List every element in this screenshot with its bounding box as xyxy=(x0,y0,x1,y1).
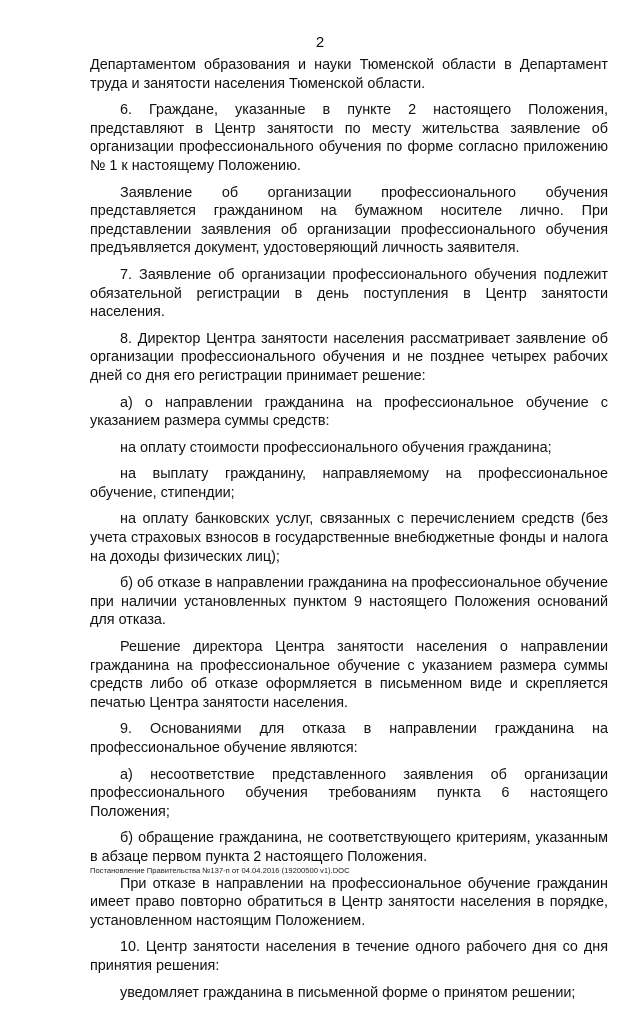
paragraph-item-8: 8. Директор Центра занятости населения рассматривает заявление об организации профессионального обучения и не позднее четырех рабочих дней со дня его регистрации принимает решение: xyxy=(90,330,608,384)
paragraph-application-submission: Заявление об организации профессионального обучения представляется гражданином на бумажном носителе лично. При представлении заявления об организации профессионального обучения предъявляется документ, удостоверяющий личность заявителя. xyxy=(90,184,608,257)
paragraph-item-9b: б) обращение гражданина, не соответствующего критериям, указанным в абзаце первом пункта 2 настоящего Положения. xyxy=(90,830,608,865)
document-footer: Постановление Правительства №137-п от 04.04.2016 (19200500 v1).DOC xyxy=(90,866,350,875)
paragraph-item-8b: б) об отказе в направлении гражданина на профессиональное обучение при наличии установленных пунктом 9 настоящего Положения оснований для отказа. xyxy=(90,575,608,629)
paragraph-item-9: 9. Основаниями для отказа в направлении гражданина на профессиональное обучение являются: xyxy=(90,721,608,756)
paragraph-bank-services: на оплату банковских услуг, связанных с перечислением средств (без учета страховых взносов в государственные внебюджетные фонды и налога на доходы физических лиц); xyxy=(90,511,608,565)
paragraph-continuation: Департаментом образования и науки Тюменской области в Департамент труда и занятости населения Тюменской области. xyxy=(90,57,608,92)
paragraph-item-9a: а) несоответствие представленного заявления об организации профессионального обучения требованиям пункта 6 настоящего Положения; xyxy=(90,766,608,820)
paragraph-stipend-payment: на выплату гражданину, направляемому на профессиональное обучение, стипендии; xyxy=(90,466,608,501)
paragraph-reapplication: При отказе в направлении на профессиональное обучение гражданин имеет право повторно обратиться в Центр занятости населения в порядке, установленном настоящим Положением. xyxy=(90,875,608,929)
paragraph-item-6: 6. Граждане, указанные в пункте 2 настоящего Положения, представляют в Центр занятости по месту жительства заявление об организации профессионального обучения по форме согласно приложению № 1 к настоящему Положению. xyxy=(90,102,608,174)
paragraph-tuition-payment: на оплату стоимости профессионального обучения гражданина; xyxy=(120,439,552,456)
paragraph-item-10: 10. Центр занятости населения в течение одного рабочего дня со дня принятия решения: xyxy=(90,939,608,974)
paragraph-item-8a: а) о направлении гражданина на профессиональное обучение с указанием размера суммы средств: xyxy=(90,394,608,430)
paragraph-notification: уведомляет гражданина в письменной форме о принятом решении; xyxy=(120,984,576,1001)
paragraph-item-7: 7. Заявление об организации профессионального обучения подлежит обязательной регистрации в день поступления в Центр занятости населения. xyxy=(90,266,608,321)
page-number: 2 xyxy=(315,34,325,51)
paragraph-decision-form: Решение директора Центра занятости населения о направлении гражданина на профессиональное обучение с указанием размера суммы средств либо об отказе оформляется в письменном виде и скрепляется печатью Центра занятости населения. xyxy=(90,639,608,711)
